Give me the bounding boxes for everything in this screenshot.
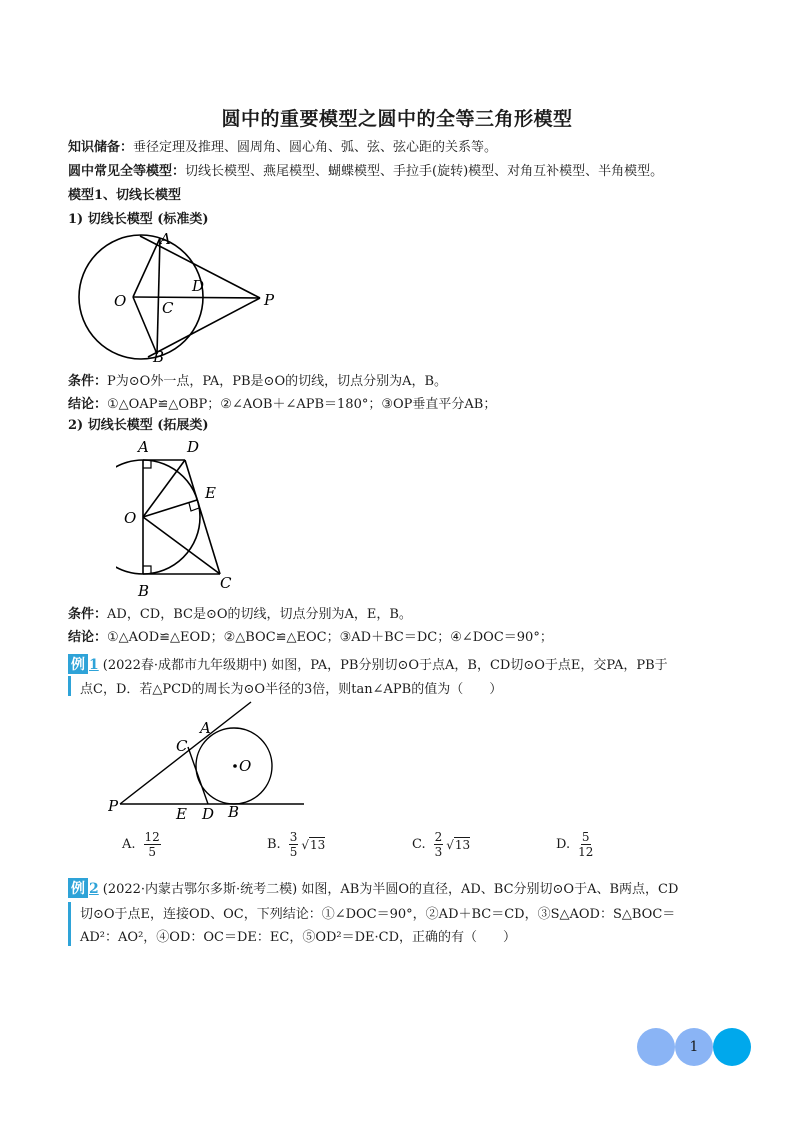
choice-a-letter: A. bbox=[122, 837, 136, 852]
choice-b-denominator: 5 bbox=[289, 845, 298, 859]
choice-d-letter: D. bbox=[556, 837, 571, 852]
choice-a-numerator: 12 bbox=[144, 830, 160, 844]
model1-conclusion-1 bbox=[68, 393, 496, 412]
fig1-label-a: A bbox=[160, 230, 171, 248]
fig2-label-a: A bbox=[138, 438, 149, 456]
fig1-segment-oa bbox=[133, 238, 160, 297]
choice-b-radical: √13 bbox=[301, 837, 326, 852]
conclusion-label: 结论： bbox=[68, 630, 108, 645]
fig1-label-d: D bbox=[192, 277, 205, 295]
fig1-label-p: P bbox=[264, 291, 275, 309]
fig1-segment-op bbox=[133, 297, 260, 298]
choice-a-fraction bbox=[144, 830, 161, 859]
figure-example1 bbox=[108, 700, 308, 825]
conclusion-label: 结论： bbox=[68, 397, 108, 412]
condition-text: P为⊙O外一点，PA，PB是⊙O的切线，切点分别为A，B。 bbox=[107, 374, 448, 389]
choice-d-denominator: 12 bbox=[578, 845, 594, 859]
ex1-label-b: B bbox=[228, 803, 240, 821]
choice-d-numerator: 5 bbox=[581, 830, 590, 844]
choice-c-denominator: 3 bbox=[434, 845, 443, 859]
choice-c-radicand: 13 bbox=[454, 837, 471, 852]
common-models-line bbox=[68, 160, 663, 179]
fig2-segment-oc bbox=[143, 517, 220, 574]
condition-label: 条件： bbox=[68, 374, 108, 389]
model1-sub1-heading: 1) 切线长模型 (标准类) bbox=[68, 212, 209, 227]
fig2-right-angle-e bbox=[189, 503, 199, 511]
model1-condition-1 bbox=[68, 370, 447, 389]
choice-d-fraction bbox=[578, 830, 593, 859]
page-title: 圆中的重要模型之圆中的全等三角形模型 bbox=[221, 108, 573, 130]
fig2-segment-oe bbox=[143, 500, 197, 517]
model1-sub2-heading: 2) 切线长模型 (拓展类) bbox=[68, 418, 209, 433]
example1-line1 bbox=[68, 654, 668, 674]
conclusion-text: ①△OAP≌△OBP；②∠AOB＋∠APB＝180°；③OP垂直平分AB； bbox=[107, 397, 497, 412]
example1-text1: (2022春·成都市九年级期中) 如图，PA，PB分别切⊙O于点A，B，CD切⊙O于点E，交PA，PB于 bbox=[102, 658, 668, 673]
ex1-label-e: E bbox=[176, 805, 187, 823]
figure-tangent-extended bbox=[116, 434, 246, 600]
common-models-text: 切线长模型、燕尾模型、蝴蝶模型、手拉手(旋转)模型、对角互补模型、半角模型。 bbox=[185, 164, 664, 179]
choice-c-radical: √13 bbox=[446, 837, 471, 852]
fig1-label-b: B bbox=[153, 348, 165, 366]
fig2-label-e: E bbox=[205, 484, 216, 502]
knowledge-line bbox=[68, 136, 497, 155]
ex1-center-dot bbox=[233, 764, 237, 768]
example2-accent-bar bbox=[68, 902, 71, 946]
example2-number: 2 bbox=[89, 881, 99, 897]
choice-b-radicand: 13 bbox=[309, 837, 326, 852]
condition-text: AD，CD，BC是⊙O的切线，切点分别为A，E，B。 bbox=[107, 607, 412, 622]
choice-d[interactable] bbox=[556, 830, 593, 859]
ex1-label-a: A bbox=[200, 719, 211, 737]
ex1-label-o: O bbox=[239, 757, 252, 775]
choice-a-denominator: 5 bbox=[148, 845, 156, 859]
page-circle-right bbox=[713, 1028, 751, 1066]
common-models-label: 圆中常见全等模型： bbox=[68, 164, 186, 179]
choice-b-numerator: 3 bbox=[289, 830, 298, 844]
page-circle-left bbox=[637, 1028, 675, 1066]
example2-text1: (2022·内蒙古鄂尔多斯·统考二模) 如图，AB为半圆O的直径，AD、BC分别切⊙O于A、B两点，CD bbox=[102, 882, 679, 897]
example2-line3: AD²：AO²，④OD：OC＝DE：EC，⑤OD²＝DE·CD，正确的有（ ） bbox=[80, 930, 517, 945]
example2-badge: 例 bbox=[68, 878, 88, 898]
model1-heading: 模型1、切线长模型 bbox=[68, 188, 182, 203]
page-number: 1 bbox=[689, 1039, 699, 1055]
fig1-label-c: C bbox=[162, 299, 174, 317]
fig2-label-c: C bbox=[220, 574, 232, 592]
fig2-label-d: D bbox=[187, 438, 200, 456]
choice-b-letter: B. bbox=[267, 837, 281, 852]
choice-c-numerator: 2 bbox=[434, 830, 443, 844]
ex1-label-d: D bbox=[202, 805, 215, 823]
fig2-tangent-dc bbox=[185, 460, 220, 574]
choice-c-letter: C. bbox=[412, 837, 426, 852]
example1-line2: 点C，D．若△PCD的周长为⊙O半径的3倍，则tan∠APB的值为（ ） bbox=[80, 682, 503, 697]
example1-badge: 例 bbox=[68, 654, 88, 674]
fig1-chord-ab bbox=[157, 238, 160, 354]
ex1-label-c: C bbox=[176, 737, 188, 755]
example2-line1 bbox=[68, 878, 678, 898]
condition-label: 条件： bbox=[68, 607, 108, 622]
fig2-label-b: B bbox=[138, 582, 150, 600]
choice-a[interactable] bbox=[122, 830, 161, 859]
conclusion-text: ①△AOD≌△EOD；②△BOC≌△EOC；③AD＋BC＝DC；④∠DOC＝90°； bbox=[107, 630, 553, 645]
choice-b[interactable] bbox=[267, 830, 325, 859]
choice-c-fraction bbox=[434, 830, 444, 859]
model1-conclusion-2 bbox=[68, 626, 553, 645]
fig2-label-o: O bbox=[124, 509, 137, 527]
fig1-segment-ob bbox=[133, 297, 157, 354]
choice-c[interactable] bbox=[412, 830, 470, 859]
fig1-label-o: O bbox=[114, 292, 127, 310]
choice-b-fraction bbox=[289, 830, 299, 859]
example1-accent-bar bbox=[68, 676, 71, 696]
model1-condition-2 bbox=[68, 603, 412, 622]
knowledge-label: 知识储备： bbox=[68, 140, 134, 155]
knowledge-text: 垂径定理及推理、圆周角、圆心角、弧、弦、弦心距的关系等。 bbox=[133, 140, 498, 155]
ex1-label-p: P bbox=[108, 797, 119, 815]
example1-number: 1 bbox=[89, 657, 99, 673]
figure-tangent-standard bbox=[70, 226, 290, 366]
example2-line2: 切⊙O于点E，连接OD、OC，下列结论：①∠DOC＝90°，②AD＋BC＝CD，③S△AOD：S△BOC＝ bbox=[80, 907, 676, 922]
